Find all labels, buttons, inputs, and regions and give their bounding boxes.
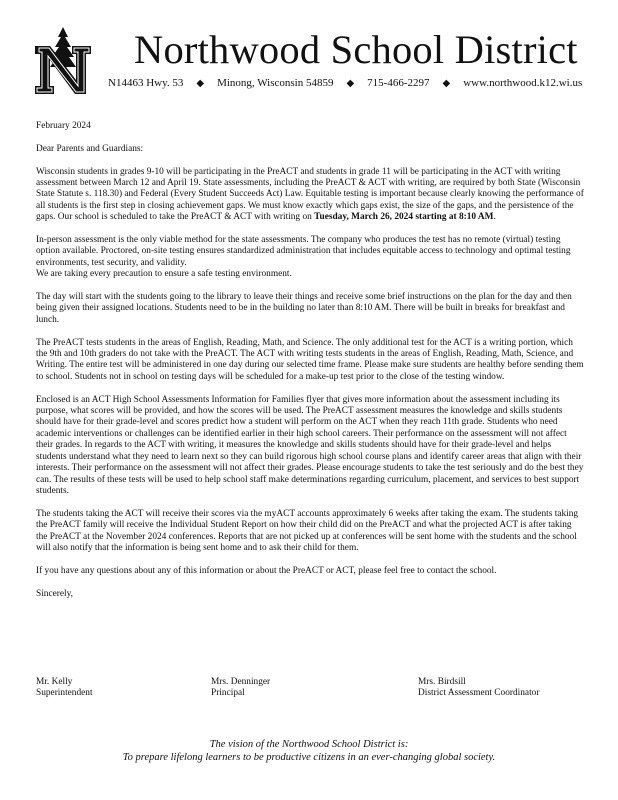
paragraph-text: Wisconsin students in grades 9-10 will be participating in the PreACT and students in grade 11 will be participating in the ACT with writing assessment between March 12 and April 19. State assessments, including the PreACT & ACT with writing, are required by both State (Wisconsin State Statute s. 118.30) and Federal (Every Student Succeeds Act) Law. Equitable testing is important because clearly knowing the performance of all students is the first step in closing achievement gaps. We must know exactly which gaps exist, the size of the gaps, and the persistence of the gaps. Our school is scheduled to take the PreACT & ACT with writing on [36, 166, 584, 223]
district-logo-icon [32, 24, 94, 96]
address: N14463 Hwy. 53 [108, 77, 184, 89]
signer-title: Principal [211, 688, 245, 699]
paragraph-enclosed-flyer: Enclosed is an ACT High School Assessments Information for Families flyer that gives more information about the assessment including its purpose, what scores will be provided, and how the scores will be used. The PreACT assessment measures the knowledge and skills students should have for their grade-level and scores predict how a student will perform on the ACT when they reach 11th grade. Students who need academic interventions or challenges can be identified earlier in their high school careers. Their performance on the assessment will not affect their grades. In regards to the ACT with writing, it measures the knowledge and skills students should have for their grade-level and helps students understand what they need to learn next so they can build rigorous high school course plans and identify career areas that align with their interests. Their performance on the assessment will not affect their grades. Please encourage students to take the test seriously and do the best they can. The results of these tests will be used to help school staff make determinations regarding curriculum, placement, and services to best support students. [36, 394, 584, 496]
signer-title: District Assessment Coordinator [418, 688, 540, 699]
letterhead [28, 24, 598, 96]
paragraph-text-safety: We are taking every precaution to ensure a safe testing environment. [36, 269, 292, 280]
signature-superintendent [36, 677, 93, 700]
paragraph-scores: The students taking the ACT will receive their scores via the myACT accounts approximately 6 weeks after taking the exam. The students taking the PreACT family will receive the Individual Student Report on how their child did on the PreACT and what the projected ACT is after taking the PreACT at the November 2024 conferences. Reports that are not picked up at conferences will be sent home with the students and the school will also notify that the information is being sent home and to ask their child for them. [36, 508, 579, 553]
paragraph-in-person [36, 235, 584, 281]
phone: 715-466-2297 [367, 77, 430, 89]
district-name: Northwood School District [134, 27, 578, 72]
vision-line-2: To prepare lifelong learners to be productive citizens in an ever-changing global society. [122, 752, 496, 763]
letter-date: February 2024 [36, 121, 91, 131]
closing: Sincerely, [36, 588, 74, 599]
signer-name: Mr. Kelly [36, 677, 73, 687]
paragraph-text-end: . [493, 212, 496, 223]
diamond-separator-icon: ◆ [346, 77, 355, 89]
vision-statement [0, 738, 618, 764]
signature-assessment-coordinator [418, 677, 539, 700]
contact-line [108, 77, 582, 89]
diamond-separator-icon: ◆ [196, 77, 205, 89]
paragraph-assessment-dates [36, 167, 584, 224]
signer-name: Mrs. Birdsill [418, 677, 466, 687]
paragraph-day-plan: The day will start with the students going to the library to leave their things and receive some brief instructions on the plan for the day and then being given their assigned locations. Students need to be in the building no later than 8:10 AM. There will be built in breaks for breakfast and lunch. [36, 292, 572, 325]
website: www.northwood.k12.wi.us [463, 77, 583, 89]
signature-block [36, 677, 584, 701]
letter-body [36, 121, 584, 611]
salutation: Dear Parents and Guardians: [36, 143, 144, 154]
city: Minong, Wisconsin 54859 [217, 77, 334, 89]
signer-name: Mrs. Denninger [211, 677, 271, 687]
paragraph-text: In-person assessment is the only viable method for the state assessments. The company who produces the test has no remote (virtual) testing option available. Proctored, on-site testing ensures standardized administration that includes equitable access to technology and optimal testing environments, test security, and validity. [36, 235, 571, 268]
signer-title: Superintendent [36, 688, 93, 699]
paragraph-questions: If you have any questions about any of this information or about the PreACT or ACT, please feel free to contact the school. [36, 565, 497, 576]
diamond-separator-icon: ◆ [442, 77, 451, 89]
paragraph-test-areas: The PreACT tests students in the areas of English, Reading, Math, and Science. The only additional test for the ACT is a writing portion, which the 9th and 10th graders do not take with the PreACT. The ACT with writing tests students in the areas of English, Reading, Math, Science, and Writing. The entire test will be administered in one day during our selected time frame. Please make sure students are healthy before sending them to school. Students not in school on testing days will be scheduled for a make-up test prior to the close of the testing window. [36, 337, 584, 382]
signature-principal [211, 677, 270, 700]
vision-line-1: The vision of the Northwood School District is: [209, 739, 409, 750]
test-date-bold: Tuesday, March 26, 2024 starting at 8:10 AM [314, 212, 494, 223]
